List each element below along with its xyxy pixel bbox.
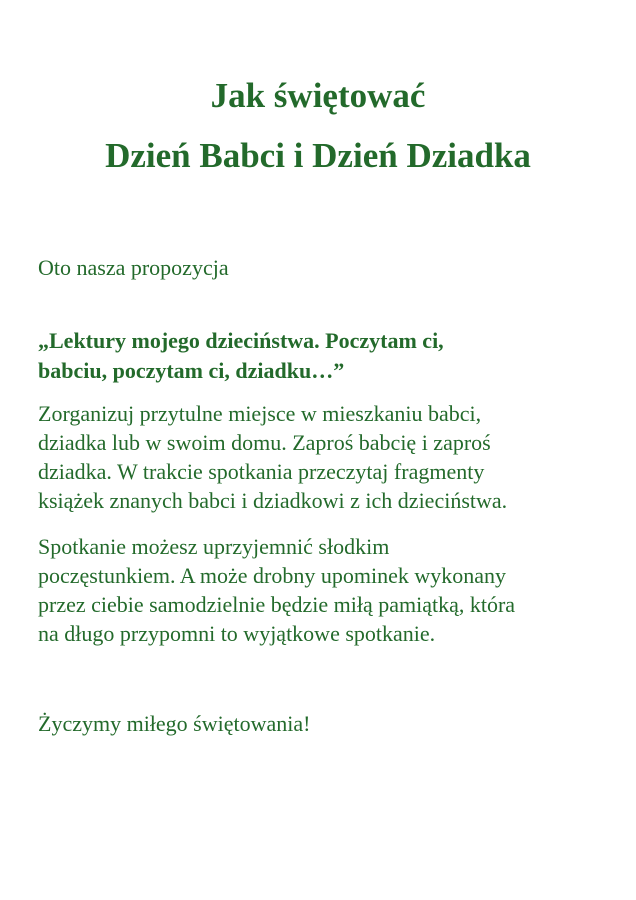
page-title-line-2: Dzień Babci i Dzień Dziadka <box>105 136 531 175</box>
paragraph-2-line: na długo przypomni to wyjątkowe spotkanie. <box>38 621 436 646</box>
quote-line-1: „Lektury mojego dzieciństwa. Poczytam ci, <box>38 328 444 353</box>
paragraph-2-line: przez ciebie samodzielnie będzie miłą pamiątką, która <box>38 592 516 617</box>
intro-text: Oto nasza propozycja <box>38 255 229 280</box>
paragraph-2-line: poczęstunkiem. A może drobny upominek wykonany <box>38 563 507 588</box>
paragraph-1-line: dziadka. W trakcie spotkania przeczytaj fragmenty <box>38 459 485 484</box>
paragraph-1 <box>38 399 613 515</box>
paragraph-1-line: dziadka lub w swoim domu. Zaproś babcię i zaproś <box>38 430 491 455</box>
paragraph-1-line: Zorganizuj przytulne miejsce w mieszkaniu babci, <box>38 401 482 426</box>
quote-line-2: babciu, poczytam ci, dziadku…” <box>38 358 345 383</box>
closing-wish: Życzymy miłego świętowania! <box>38 711 311 736</box>
paragraph-2 <box>38 532 613 648</box>
paragraph-1-line: książek znanych babci i dziadkowi z ich dzieciństwa. <box>38 488 508 513</box>
quote-heading <box>38 326 613 386</box>
paragraph-2-line: Spotkanie możesz uprzyjemnić słodkim <box>38 534 390 559</box>
page-title-line-1: Jak świętować <box>210 76 426 115</box>
